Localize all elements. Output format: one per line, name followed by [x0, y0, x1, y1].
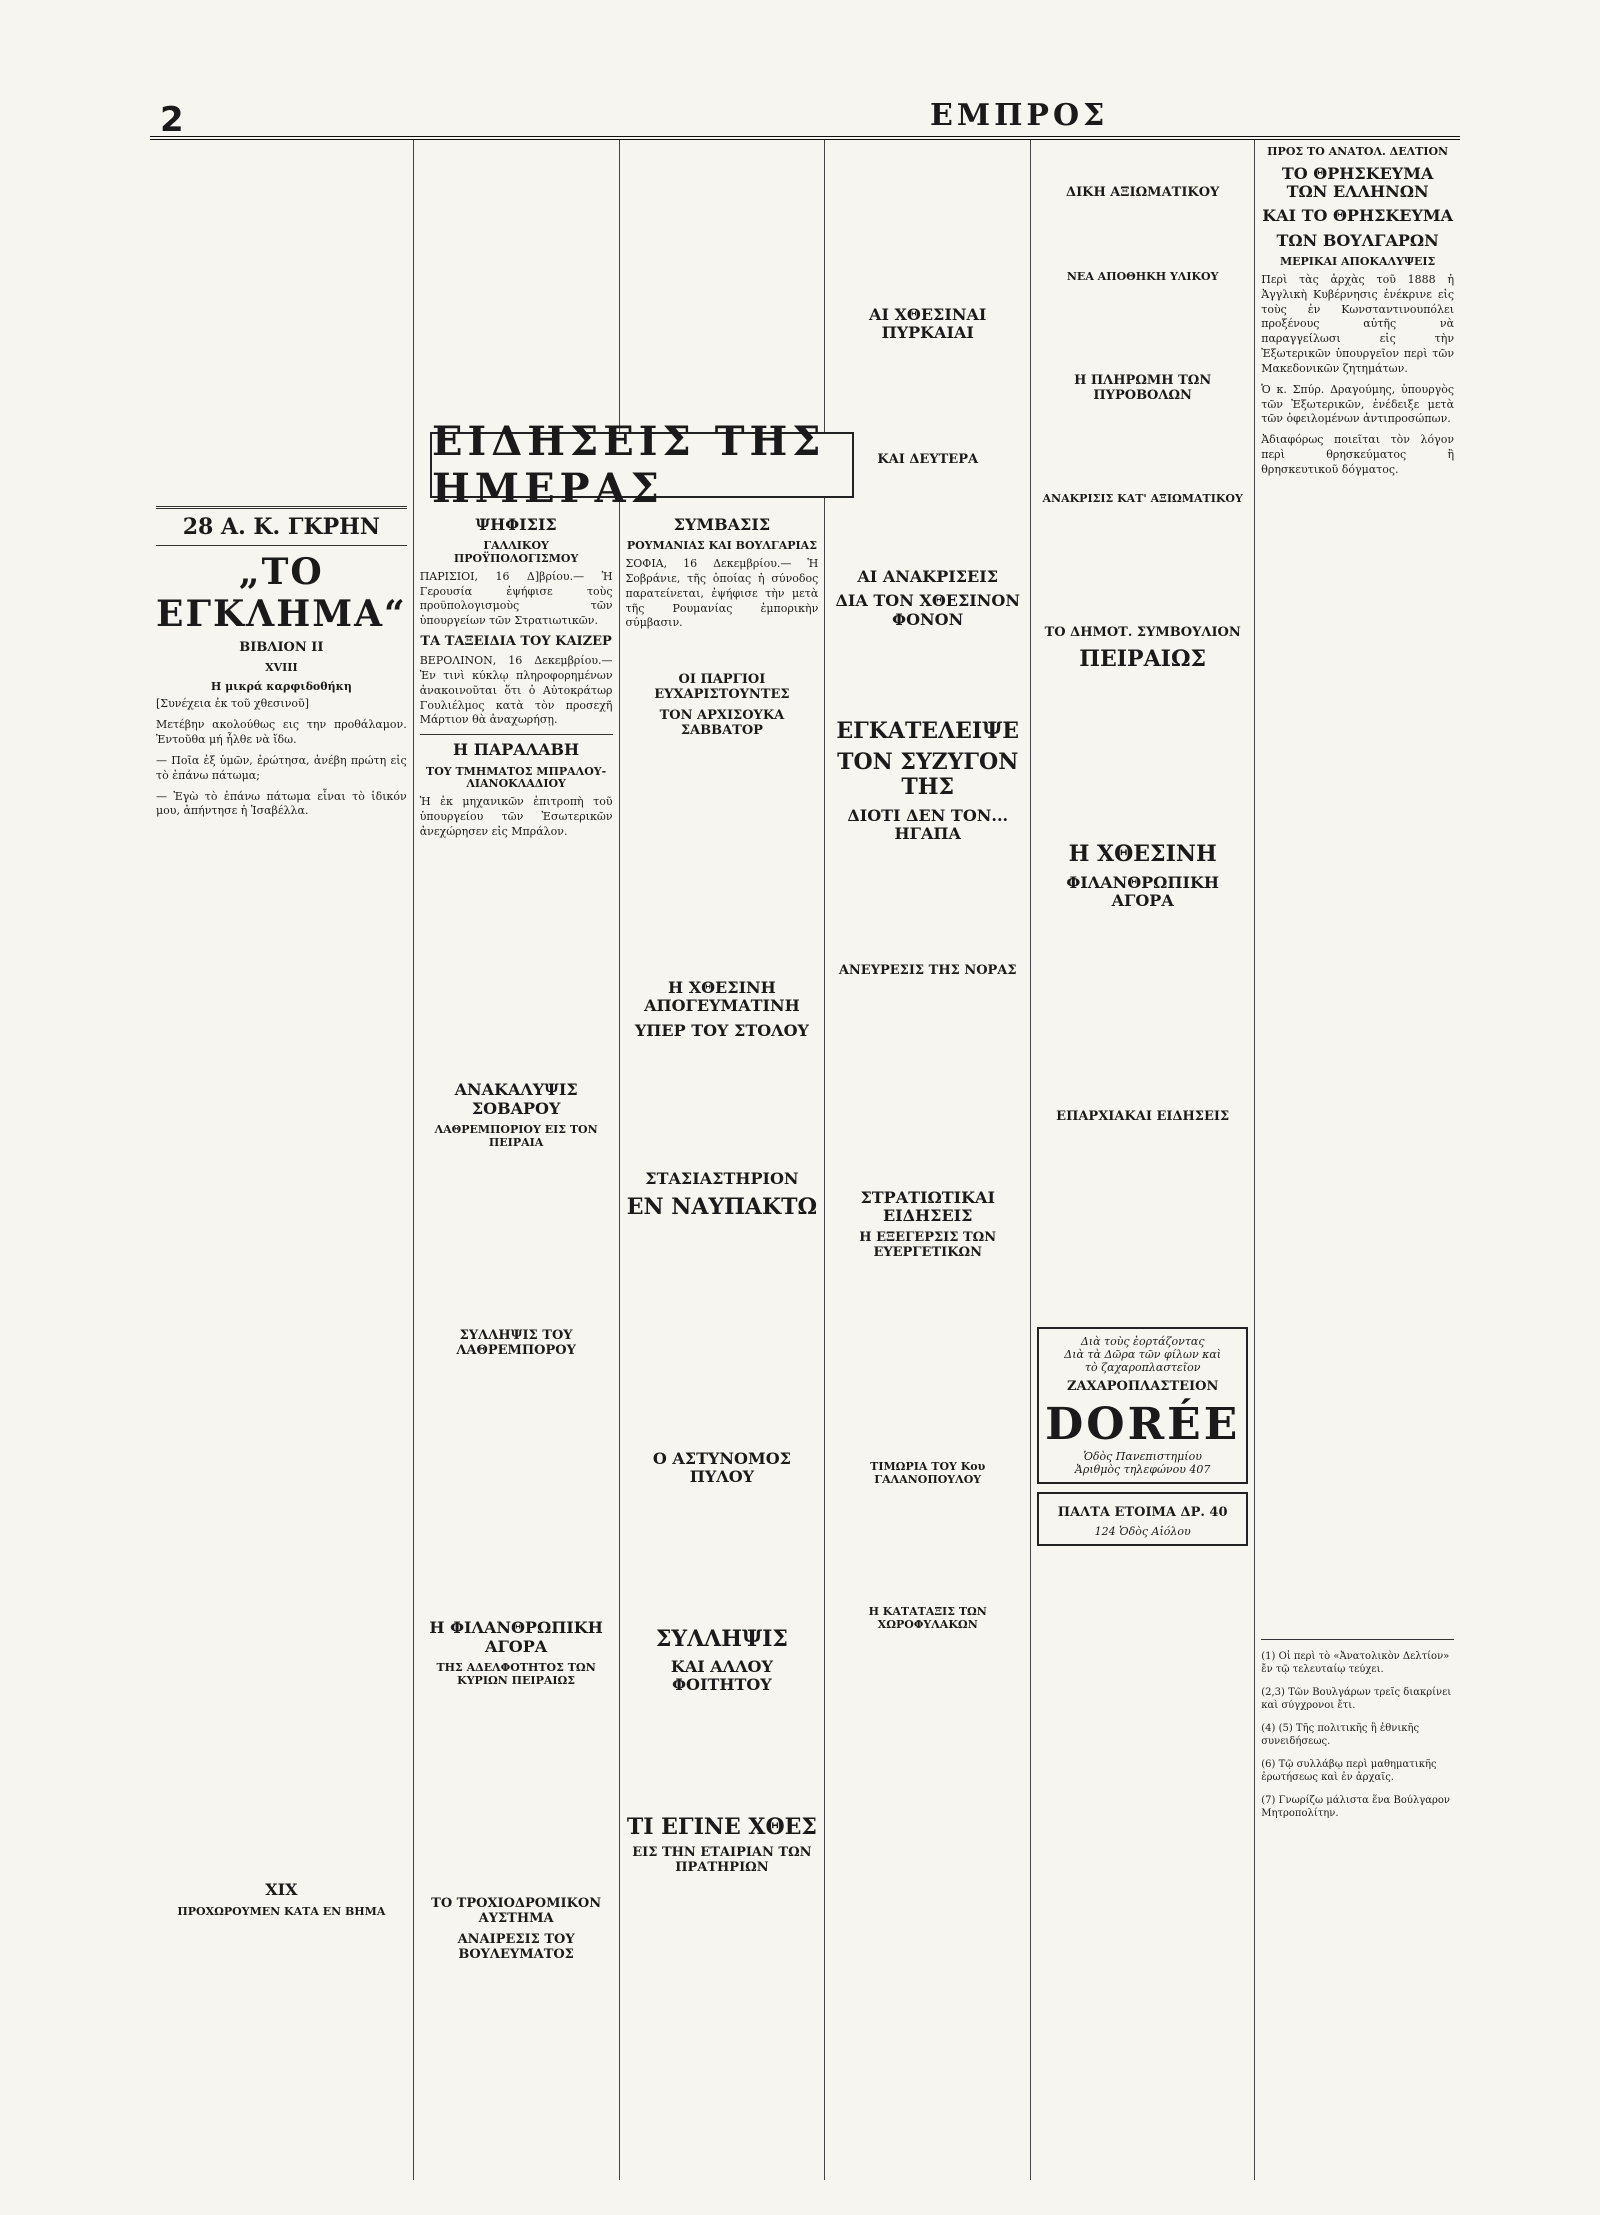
subheadline: ΦΙΛΑΝΘΡΩΠΙΚΗ ΑΓΟΡΑ [1066, 872, 1220, 911]
subheadline: ΕΙΣ ΤΗΝ ΕΤΑΙΡΙΑΝ ΤΩΝ ΠΡΑΤΗΡΙΩΝ [632, 1845, 812, 1875]
headline: ΤΟ ΤΡΟΧΙΟΔΡΟΜΙΚΟΝ ΑΥΣΤΗΜΑ [431, 1896, 602, 1927]
article-text: Μετέβην ακολούθως εις την προθάλαμον. Ἐντοῦθα μή ἦλθε νὰ ἴδω. [156, 718, 407, 746]
article-text: ΒΕΡΟΛΙΝΟΝ, 16 Δεκεμβρίου.— Ἐν τινὶ κύκλῳ πληροφορημένων ἀνακοινοῦται ὅτι ὁ Αὐτοκράτωρ Γουλιέλμος κατὰ τὸν προσεχῆ Μάρτιον θὰ ἀναχωρήσῃ. [419, 653, 613, 727]
chapter-subtitle: Η μικρά καρφιδοθήκη [210, 679, 352, 693]
subheadline: ΠΕΙΡΑΙΩΣ [1079, 646, 1207, 673]
article-text: ΣΟΦΙΑ, 16 Δεκεμβρίου.— Ἡ Σοβράνιε, τῆς ὁποίας ἡ σύνοδος παρατείνεται, ἐψήφισε τὴν μετὰ τῆς Ρουμανίας ἐμπορικὴν σύμβασιν. [625, 557, 819, 630]
advertisement-doree [1037, 1327, 1248, 1484]
headline: Η ΠΑΡΑΛΑΒΗ [453, 740, 580, 760]
headline: ΑΝΑΚΑΛΥΨΙΣ ΣΟΒΑΡΟΥ [454, 1080, 578, 1118]
headline: ΑΙ ΧΘΕΣΙΝΑΙ ΠΥΡΚΑΙΑΙ [869, 305, 987, 343]
subheadline: Η ΕΞΕΓΕΡΣΙΣ ΤΩΝ ΕΥΕΡΓΕΤΙΚΩΝ [859, 1230, 997, 1261]
headline: ΕΠΑΡΧΙΑΚΑΙ ΕΙΔΗΣΕΙΣ [1056, 1109, 1230, 1125]
headline: ΣΥΛΛΗΨΙΣ ΤΟΥ ΛΑΘΡΕΜΠΟΡΟΥ [456, 1328, 576, 1359]
ad-line: τὸ ζαχαροπλαστεῖον [1084, 1361, 1201, 1375]
subheadline: ΕΝ ΝΑΥΠΑΚΤΩ [626, 1193, 818, 1220]
column-5 [1030, 140, 1254, 2180]
column-6 [1254, 140, 1460, 2180]
subheadline: ΜΕΡΙΚΑΙ ΑΠΟΚΑΛΥΨΕΙΣ [1279, 255, 1436, 269]
subheadline: ΚΑΙ ΤΟ ΘΡΗΣΚΕΥΜΑ [1262, 206, 1454, 226]
column-4 [824, 140, 1030, 2180]
subheadline: ΤΟΥ ΤΜΗΜΑΤΟΣ ΜΠΡΑΛΟΥ-ΛΙΑΝΟΚΛΑΔΙΟΥ [426, 764, 607, 791]
newspaper-title: ΕΜΠΡΟΣ [930, 98, 1109, 133]
subheadline: ΤΩΝ ΒΟΥΛΓΑΡΩΝ [1276, 230, 1439, 250]
headline: ΝΕΑ ΑΠΟΘΗΚΗ ΥΛΙΚΟΥ [1066, 269, 1219, 283]
serial-header [156, 515, 407, 540]
article-text: Ὁ κ. Σπύρ. Δραγούμης, ὑπουργὸς τῶν Ἐξωτερικῶν, ἐνέδειξε μετὰ τῶν ὀφειλομένων ἀντιπροσώπων. [1261, 382, 1455, 426]
headline: ΣΤΑΣΙΑΣΤΗΡΙΟΝ [645, 1169, 799, 1189]
subheadline: ΤΟ ΘΡΗΣΚΕΥΜΑ ΤΩΝ ΕΛΛΗΝΩΝ [1281, 163, 1434, 202]
ad-address: 124 Ὁδὸς Αἰόλου [1094, 1525, 1191, 1539]
headline: Η ΧΘΕΣΙΝΗ [1068, 841, 1217, 868]
serial-title: „ΤΟ ΕΓΚΛΗΜΑ“ [156, 551, 407, 635]
headline: Η ΦΙΛΑΝΘΡΩΠΙΚΗ ΑΓΟΡΑ [429, 1618, 603, 1656]
advertisement-palta [1037, 1492, 1248, 1546]
masthead [150, 94, 1460, 140]
ad-line: Διὰ τὰ Δῶρα τῶν φίλων καὶ [1064, 1348, 1222, 1362]
ad-brand: DORÉE [1045, 1399, 1241, 1451]
column-1 [150, 140, 413, 2180]
footnote: (6) Τῷ συλλάβῳ περὶ μαθηματικῆς ἐρωτήσεως καὶ ἐν ἀρχαῖς. [1261, 1758, 1437, 1783]
headline: ΤΟ ΔΗΜΟΤ. ΣΥΜΒΟΥΛΙΟΝ [1044, 625, 1241, 641]
subheadline: ΔΙΟΤΙ ΔΕΝ ΤΟΝ... ΗΓΑΠΑ [847, 805, 1009, 844]
headline: ΠΡΟΣ ΤΟ ΑΝΑΤΟΛ. ΔΕΛΤΙΟΝ [1267, 145, 1449, 158]
headline: ΣΥΜΒΑΣΙΣ [673, 515, 771, 534]
chapter2-number: XIX [265, 1880, 298, 1900]
subheadline: ΚΑΙ ΑΛΛΟΥ ΦΟΙΤΗΤΟΥ [670, 1656, 773, 1695]
ad-shop-name: ΖΑΧΑΡΟΠΛΑΣΤΕΙΟΝ [1066, 1379, 1219, 1395]
ad-brand: ΠΑΛΤΑ ΕΤΟΙΜΑ ΔΡ. 40 [1057, 1505, 1228, 1521]
headline: ΟΙ ΠΑΡΓΙΟΙ ΕΥΧΑΡΙΣΤΟΥΝΤΕΣ [654, 672, 790, 703]
article-text: — Ποῖα ἐξ ὑμῶν, ἐρώτησα, ἀνέβη πρώτη εἰς τὸ ἐπάνω πάτωμα; [156, 753, 407, 782]
article-text: Περὶ τὰς ἀρχὰς τοῦ 1888 ἡ Ἀγγλικὴ Κυβέρνησις ἐνέκρινε εἰς τοὺς ἐν Κωνσταντινουπόλει προξένους αὐτῆς νὰ παραγγείλωσι εἰς τὴν Ἐξωτερικῶν ὑπουργεῖον περὶ τῶν Μακεδονικῶν ζητημάτων. [1261, 272, 1455, 375]
headline: ΤΙΜΩΡΙΑ ΤΟΥ Κου ΓΑΛΑΝΟΠΟΥΛΟΥ [870, 1460, 986, 1486]
subheadline: ΓΑΛΛΙΚΟΥ ΠΡΟΫΠΟΛΟΓΙΣΜΟΥ [453, 539, 579, 566]
subheadline: ΡΟΥΜΑΝΙΑΣ ΚΑΙ ΒΟΥΛΓΑΡΙΑΣ [626, 539, 817, 553]
subheadline: ΑΝΑΙΡΕΣΙΣ ΤΟΥ ΒΟΥΛΕΥΜΑΤΟΣ [457, 1932, 575, 1963]
article-text: Ἀδιαφόρως ποιεῖται τὸν λόγον περὶ θρησκεύματος ἢ θρησκευτικοῦ δόγματος. [1261, 433, 1455, 476]
footnote: (2,3) Τῶν Βουλγάρων τρεῖς διακρίνει καὶ σύγχρονοι ἔτι. [1261, 1686, 1452, 1711]
page-number: 2 [160, 100, 184, 140]
headline: ΤΙ ΕΓΙΝΕ ΧΘΕΣ [626, 1813, 817, 1840]
footnote: (4) (5) Τῆς πολιτικῆς ἢ ἐθνικῆς συνειδήσεως. [1261, 1722, 1420, 1747]
subheadline: ΤΟΝ ΣΥΖΥΓΟΝ ΤΗΣ [837, 749, 1019, 801]
headline: ΣΥΛΛΗΨΙΣ [655, 1625, 788, 1652]
chapter-number: XVIII [265, 661, 298, 675]
headline: Ο ΑΣΤΥΝΟΜΟΣ ΠΥΛΟΥ [652, 1448, 791, 1487]
headline: ΤΑ ΤΑΞΕΙΔΙΑ ΤΟΥ ΚΑΙΖΕΡ [420, 634, 612, 650]
chapter2-subtitle: ΠΡΟΧΩΡΟΥΜΕΝ ΚΑΤΑ ΕΝ ΒΗΜΑ [177, 1904, 386, 1918]
headline: ΑΝΕΥΡΕΣΙΣ ΤΗΣ ΝΟΡΑΣ [838, 962, 1017, 978]
subheadline: ΔΙΑ ΤΟΝ ΧΘΕΣΙΝΟΝ ΦΟΝΟΝ [835, 591, 1020, 629]
headline: ΕΓΚΑΤΕΛΕΙΨΕ [836, 717, 1020, 744]
headline: ΨΗΦΙΣΙΣ [475, 515, 557, 534]
serial-author: Α. Κ. ΓΚΡΗΝ [221, 514, 381, 540]
continued-note: [Συνέχεια ἐκ τοῦ χθεσινοῦ] [156, 697, 310, 711]
subheadline: ΥΠΕΡ ΤΟΥ ΣΤΟΛΟΥ [634, 1020, 809, 1040]
ad-phone: Ἀριθμὸς τηλεφώνου 407 [1074, 1463, 1211, 1477]
headline: Η ΧΘΕΣΙΝΗ ΑΠΟΓΕΥΜΑΤΙΝΗ [644, 978, 800, 1016]
serial-number: 28 [182, 514, 214, 540]
subheadline: ΛΑΘΡΕΜΠΟΡΙΟΥ ΕΙΣ ΤΟΝ ΠΕΙΡΑΙΑ [434, 1123, 598, 1149]
article-text: — Ἐγὼ τὸ ἐπάνω πάτωμα εἶναι τὸ ἰδικόν μου, ἀπήντησε ἡ Ἰσαβέλλα. [156, 789, 407, 818]
article-text: Ἡ ἐκ μηχανικῶν ἐπιτροπὴ τοῦ ὑπουργείου τῶν Ἐσωτερικῶν ἀνεχώρησεν εἰς Μπράλον. [419, 794, 613, 838]
headline: Η ΚΑΤΑΤΑΞΙΣ ΤΩΝ ΧΩΡΟΦΥΛΑΚΩΝ [868, 1605, 987, 1632]
headline: Η ΠΛΗΡΩΜΗ ΤΩΝ ΠΥΡΟΒΟΛΩΝ [1074, 372, 1212, 403]
news-of-the-day-banner: ΕΙΔΗΣΕΙΣ ΤΗΣ ΗΜΕΡΑΣ [430, 432, 854, 498]
headline: ΚΑΙ ΔΕΥΤΕΡΑ [877, 451, 979, 467]
headline: ΣΤΡΑΤΙΩΤΙΚΑΙ ΕΙΔΗΣΕΙΣ [860, 1187, 995, 1225]
headline: ΑΙ ΑΝΑΚΡΙΣΕΙΣ [857, 566, 999, 586]
ad-address: Ὁδὸς Πανεπιστημίου [1083, 1450, 1202, 1464]
article-text: ΠΑΡΙΣΙΟΙ, 16 Δ]βρίου.— Ἡ Γερουσία ἐψήφισε τοὺς προϋπολογισμοὺς τῶν ὑπουργείων τῶν Στρατιωτικῶν. [419, 569, 613, 628]
headline: ΔΙΚΗ ΑΞΙΩΜΑΤΙΚΟΥ [1066, 185, 1220, 200]
serial-book: ΒΙΒΛΙΟΝ ΙΙ [239, 640, 324, 656]
footnote: (1) Οἱ περὶ τὸ «Ἀνατολικὸν Δελτίον» ἔν τῷ τελευταίῳ τεύχει. [1261, 1650, 1450, 1675]
subheadline: ΤΗΣ ΑΔΕΛΦΟΤΗΤΟΣ ΤΩΝ ΚΥΡΙΩΝ ΠΕΙΡΑΙΩΣ [436, 1661, 596, 1687]
footnote: (7) Γνωρίζω μάλιστα ἕνα Βούλγαρον Μητροπολίτην. [1261, 1794, 1450, 1819]
subheadline: ΤΟΝ ΑΡΧΙΣΟΥΚΑ ΣΑΒΒΑΤΟΡ [659, 708, 785, 739]
ad-line: Διὰ τοὺς ἑορτάζοντας [1080, 1335, 1205, 1349]
headline: ΑΝΑΚΡΙΣΙΣ ΚΑΤ' ΑΞΙΩΜΑΤΙΚΟΥ [1042, 492, 1243, 506]
